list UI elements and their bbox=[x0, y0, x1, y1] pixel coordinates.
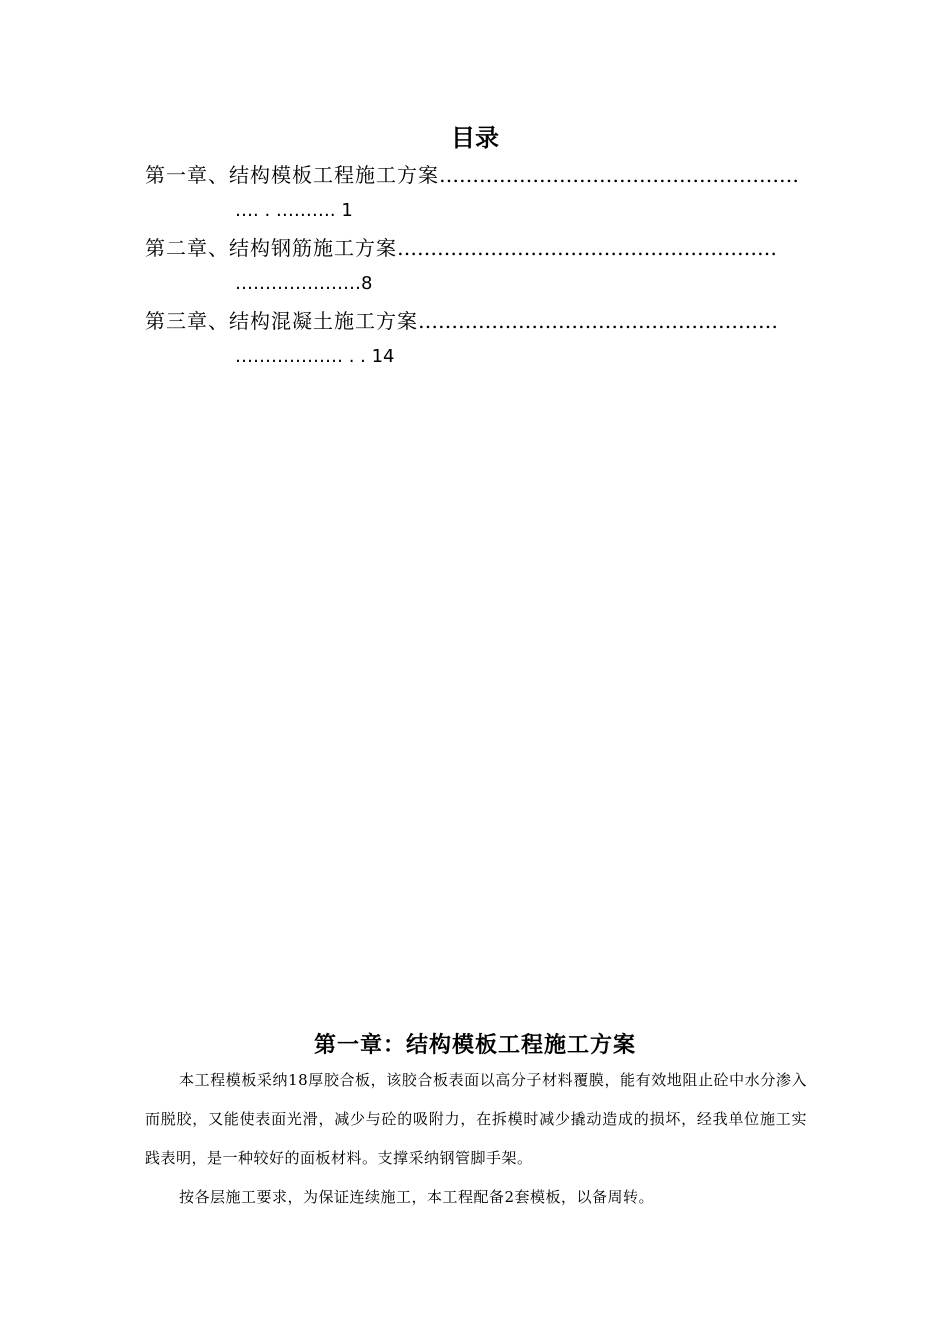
toc-entry-title: 第一章、结构模板工程施工方案 bbox=[145, 163, 439, 187]
chapter-title: 第一章：结构模板工程施工方案 bbox=[313, 1032, 636, 1058]
chapter-body bbox=[145, 1061, 807, 1217]
body-paragraph: 按各层施工要求，为保证连续施工，本工程配备2套模板，以备周转。 bbox=[179, 1188, 655, 1206]
toc-leader-dots: ……………………………………………… bbox=[439, 163, 799, 187]
toc-entry-line bbox=[145, 306, 805, 336]
toc-entry-page: ……………… . . 14 bbox=[235, 346, 395, 367]
toc-entry-title: 第二章、结构钢筋施工方案 bbox=[145, 236, 397, 260]
toc-entry-title: 第三章、结构混凝土施工方案 bbox=[145, 309, 418, 333]
toc-entry-1[interactable] bbox=[145, 160, 805, 220]
toc-entry-3[interactable] bbox=[145, 306, 805, 366]
toc-entry-2[interactable] bbox=[145, 233, 805, 293]
toc-entry-page: …………………8 bbox=[235, 273, 373, 294]
body-paragraph: 本工程模板采纳18厚胶合板，该胶合板表面以高分子材料覆膜，能有效地阻止砼中水分渗入而脱胶，又能使表面光滑，减少与砼的吸附力，在拆模时减少撬动造成的损坏，经我单位施工实践表明，是一种较好的面板材料。支撑采纳钢管脚手架。 bbox=[145, 1071, 807, 1167]
toc-title: 目录 bbox=[451, 124, 499, 152]
toc-entry-line bbox=[145, 160, 805, 190]
toc-leader-dots: ……………………………………………… bbox=[418, 309, 778, 333]
toc-entry-page: …. . ………. 1 bbox=[235, 200, 353, 221]
toc-entry-line bbox=[145, 233, 805, 263]
toc-leader-dots: ………………………………………………… bbox=[397, 236, 777, 260]
